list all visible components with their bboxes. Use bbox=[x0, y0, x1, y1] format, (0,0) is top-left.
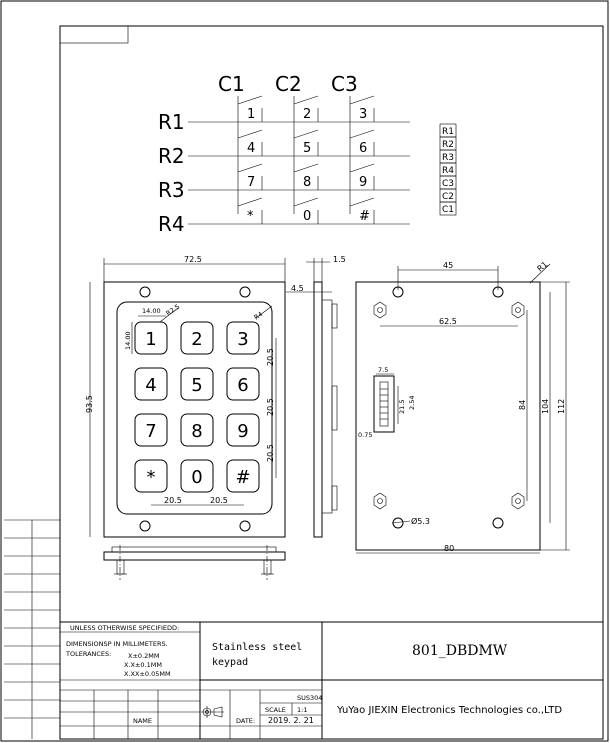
switch-blade bbox=[350, 96, 374, 104]
switch-blade bbox=[238, 96, 262, 104]
switch-blade bbox=[350, 164, 374, 172]
dim-pitch-h2: 20.5 bbox=[210, 496, 228, 505]
pin-label: R4 bbox=[442, 166, 454, 176]
pin-label: R3 bbox=[442, 153, 454, 163]
side-view bbox=[286, 255, 346, 537]
tolerance-3: X.XX±0.05MM bbox=[124, 670, 171, 678]
switch-blade bbox=[294, 164, 318, 172]
switch-blade bbox=[294, 198, 318, 206]
note-line1: UNLESS OTHERWISE SPECIFIEDD: bbox=[70, 624, 180, 632]
schematic-key-label: 5 bbox=[303, 141, 312, 156]
mount-hole-tr bbox=[240, 287, 250, 297]
part-number: 801_DBDMW bbox=[412, 643, 508, 659]
schematic-key-label: 4 bbox=[247, 141, 256, 156]
note-line2: DIMENSIONSP IN MILLIMETERS. bbox=[66, 640, 168, 648]
front-key-label: 0 bbox=[191, 467, 203, 488]
product-line2: keypad bbox=[212, 657, 249, 668]
dim-key-size-v: 14.00 bbox=[124, 331, 132, 350]
row-label-r2: R2 bbox=[158, 144, 185, 168]
dim-stud: Ø5.3 bbox=[411, 517, 431, 526]
matrix-schematic bbox=[158, 72, 456, 236]
pin-label: C2 bbox=[442, 192, 455, 202]
dim-pitch-v3: 20.5 bbox=[266, 444, 275, 462]
dim-width-back: 80 bbox=[444, 544, 455, 553]
row-label-r3: R3 bbox=[158, 178, 185, 202]
material: SUS304 bbox=[297, 694, 323, 702]
dim-thickness: 1.5 bbox=[333, 255, 346, 264]
dim-pitch-v2: 20.5 bbox=[266, 398, 275, 416]
back-view bbox=[356, 260, 570, 553]
front-view bbox=[85, 255, 285, 537]
mount-hole-tl bbox=[140, 287, 150, 297]
schematic-key-labels bbox=[247, 107, 370, 224]
row-label-r4: R4 bbox=[158, 212, 185, 236]
tolerance-1: X±0.2MM bbox=[128, 652, 160, 660]
dim-corner-radius: R4 bbox=[252, 310, 265, 322]
revision-table bbox=[4, 520, 60, 739]
company-name: YuYao JIEXIN Electronics Technologies co.,LTD bbox=[337, 705, 563, 716]
mount-studs bbox=[374, 302, 524, 509]
front-key-label: 7 bbox=[145, 421, 157, 442]
dim-inner-h: 104 bbox=[541, 398, 550, 414]
row-label-r1: R1 bbox=[158, 110, 185, 134]
schematic-key-label: 9 bbox=[359, 175, 368, 190]
pin-label: R2 bbox=[442, 140, 454, 150]
front-key-label: 3 bbox=[237, 329, 249, 350]
switch-blade bbox=[238, 198, 262, 206]
front-key-label: 2 bbox=[191, 329, 203, 350]
switch-blade bbox=[294, 130, 318, 138]
projection-symbol bbox=[201, 706, 224, 718]
dim-pin-offset: 0.75 bbox=[358, 431, 373, 439]
switch-blade bbox=[238, 164, 262, 172]
dim-depth: 4.5 bbox=[291, 284, 304, 293]
front-key-label: * bbox=[146, 467, 156, 488]
dim-connector-h: 21.5 bbox=[398, 399, 406, 414]
dim-pin-pitch: 2.54 bbox=[408, 395, 416, 410]
corner-tag-box bbox=[60, 26, 128, 43]
dim-height: 93.5 bbox=[85, 395, 94, 413]
date-value: 2019. 2. 21 bbox=[268, 716, 314, 725]
front-key-label: 5 bbox=[191, 375, 203, 396]
connector-pin-list bbox=[440, 124, 456, 215]
front-key-label: 6 bbox=[237, 375, 249, 396]
front-key-label: 4 bbox=[145, 375, 157, 396]
front-key-label: # bbox=[235, 467, 251, 488]
product-line1: Stainless steel bbox=[212, 642, 303, 653]
schematic-key-label: * bbox=[247, 209, 254, 224]
switch-blade bbox=[350, 198, 374, 206]
scale-value: 1:1 bbox=[297, 706, 308, 714]
pin-label: C1 bbox=[442, 205, 455, 215]
tolerance-2: X.X±0.1MM bbox=[124, 661, 162, 669]
front-key-label: 1 bbox=[145, 329, 157, 350]
dim-width: 72.5 bbox=[184, 255, 202, 264]
dim-mount-h: 62.5 bbox=[439, 317, 457, 326]
bottom-view bbox=[104, 545, 285, 580]
dim-outer-h: 112 bbox=[557, 398, 566, 414]
schematic-key-label: # bbox=[359, 209, 370, 224]
dim-pitch-v1: 20.5 bbox=[266, 348, 275, 366]
scale-label: SCALE bbox=[265, 706, 286, 714]
dim-key-size: 14.00 bbox=[142, 307, 161, 315]
switch-blade bbox=[350, 130, 374, 138]
schematic-key-label: 3 bbox=[359, 107, 368, 122]
title-block bbox=[60, 622, 603, 739]
date-label: DATE: bbox=[236, 717, 256, 725]
dim-connector-w: 7.5 bbox=[378, 366, 389, 374]
schematic-key-label: 1 bbox=[247, 107, 256, 122]
name-label: NAME bbox=[133, 717, 153, 725]
front-key-label: 8 bbox=[191, 421, 203, 442]
schematic-key-label: 0 bbox=[303, 209, 312, 224]
switch-blade bbox=[294, 96, 318, 104]
back-connector bbox=[374, 376, 394, 432]
dim-pitch-h1: 20.5 bbox=[164, 496, 182, 505]
schematic-key-label: 2 bbox=[303, 107, 312, 122]
front-keys bbox=[135, 322, 259, 492]
dim-holes-top: 45 bbox=[443, 261, 454, 270]
column-label-c3: C3 bbox=[331, 72, 358, 96]
schematic-key-label: 6 bbox=[359, 141, 368, 156]
dim-key-radius: R2.5 bbox=[164, 302, 182, 318]
pin-label: R1 bbox=[442, 127, 454, 137]
pin-label: C3 bbox=[442, 179, 455, 189]
schematic-wiring bbox=[188, 96, 410, 224]
column-label-c1: C1 bbox=[218, 72, 245, 96]
front-key-label: 9 bbox=[237, 421, 249, 442]
mount-hole-br bbox=[240, 521, 250, 531]
schematic-key-label: 7 bbox=[247, 175, 256, 190]
tolerance-label: TOLERANCES: bbox=[66, 650, 112, 658]
column-label-c2: C2 bbox=[275, 72, 302, 96]
switch-blade bbox=[238, 130, 262, 138]
dim-mount-v: 84 bbox=[518, 399, 527, 410]
schematic-key-label: 8 bbox=[303, 175, 312, 190]
mount-hole-bl bbox=[140, 521, 150, 531]
dim-corner: R1 bbox=[535, 259, 550, 274]
